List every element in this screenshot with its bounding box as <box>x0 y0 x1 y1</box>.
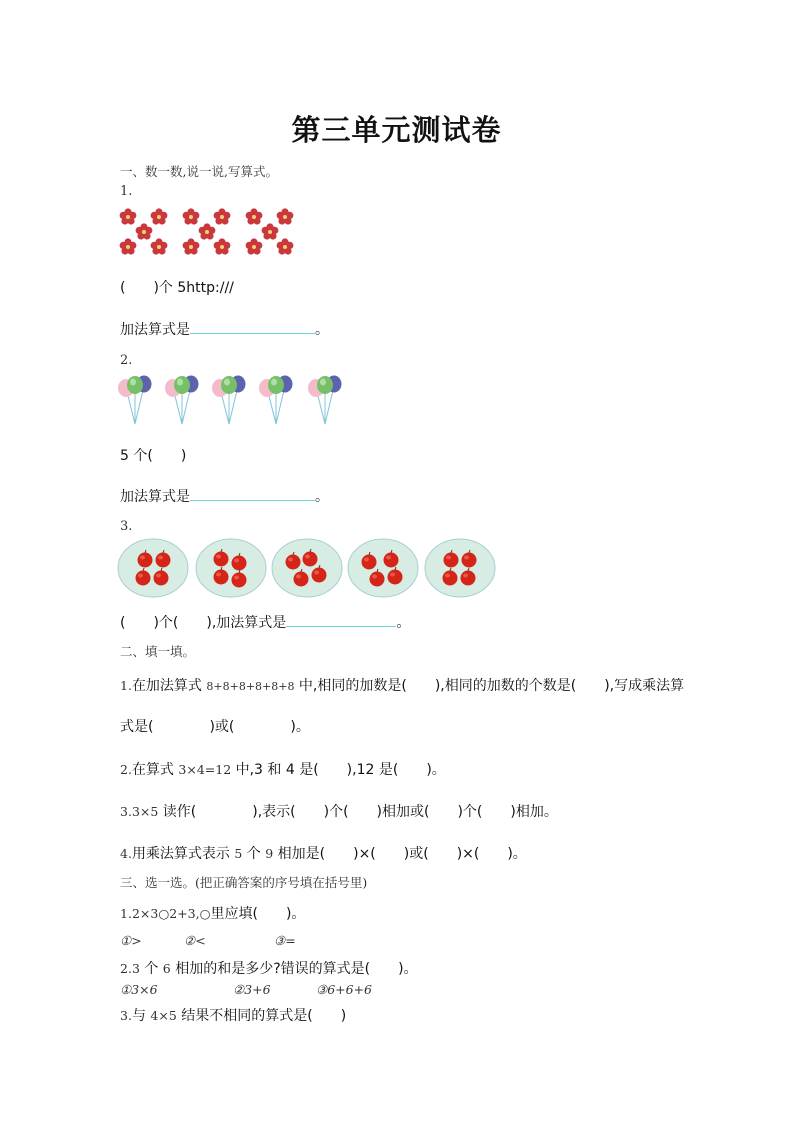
flower-group <box>120 208 168 254</box>
q2-answer-blank[interactable] <box>190 486 315 501</box>
s3-q2-line <box>120 958 418 978</box>
s2-q2-line <box>120 759 446 779</box>
s2-q1-line-b: 式是( )或( )。 <box>120 719 310 735</box>
flower-group <box>183 208 231 254</box>
apple-plate <box>348 539 418 597</box>
expression: 3×5 <box>131 804 159 819</box>
q1-count-line: ( )个 5http:/// <box>120 280 234 296</box>
page-title: 第三单元测试卷 <box>291 113 502 147</box>
q1-equation-label: 加法算式是 <box>120 322 190 338</box>
option-3[interactable]: ③6+6+6 <box>316 982 373 997</box>
apple-plate <box>196 539 266 597</box>
question-number: 2. <box>120 961 132 976</box>
text: 结果不相同的算式是( ) <box>181 1008 347 1024</box>
text: 中,相同的加数是( ),相同的加数的个数是( ),写成乘法算 <box>298 678 685 694</box>
period: 。 <box>396 615 411 631</box>
text: 中,3 和 4 是( ),12 是( )。 <box>235 762 446 778</box>
period: 。 <box>315 322 329 338</box>
s3-q1-options <box>120 933 420 949</box>
apple-plates-image <box>117 537 502 599</box>
apple-plate <box>118 539 188 597</box>
text: 里应填( )。 <box>210 906 306 922</box>
apple-plate <box>272 539 342 597</box>
s3-q1-line <box>120 903 305 923</box>
balloon-bunch <box>308 376 342 425</box>
q2-equation-label: 加法算式是 <box>120 489 190 505</box>
option-2[interactable]: ②3+6 <box>233 982 271 997</box>
question-number: 3. <box>120 804 132 819</box>
apple-plate <box>425 539 495 597</box>
expression: 2×3○2+3,○ <box>131 906 211 921</box>
text: 相加的和是多少?错误的算式是( )。 <box>175 961 418 977</box>
question-number: 3. <box>120 519 133 534</box>
text: 个 <box>144 961 159 977</box>
balloon-bunch <box>212 376 246 425</box>
question-number: 1. <box>120 184 133 199</box>
s2-q4-line <box>120 843 527 863</box>
question-number: 2. <box>120 353 133 368</box>
option-1[interactable]: ①3×6 <box>120 982 158 997</box>
text: 个 <box>246 846 261 862</box>
q1-equation-line <box>120 319 329 339</box>
question-number: 3. <box>120 1008 132 1023</box>
s2-q3-line <box>120 801 558 821</box>
q1-answer-blank[interactable] <box>190 319 315 334</box>
q3-label: ( )个( ),加法算式是 <box>120 615 287 631</box>
flower-groups-image <box>117 206 302 258</box>
option-3[interactable]: ③= <box>274 933 296 948</box>
number: 5 <box>234 846 243 861</box>
text: 在加法算式 <box>131 678 202 694</box>
balloon-bunch <box>165 376 199 425</box>
expression: 8+8+8+8+8+8 <box>206 680 295 693</box>
period: 。 <box>315 489 329 505</box>
s3-q3-line <box>120 1005 346 1025</box>
option-2[interactable]: ②< <box>184 933 206 948</box>
q3-line <box>120 612 410 632</box>
section-1-heading: 一、数一数,说一说,写算式。 <box>120 164 278 179</box>
number: 6 <box>162 961 171 976</box>
question-number: 1. <box>120 906 132 921</box>
balloon-bunch <box>118 376 152 425</box>
text: 相加是( )×( )或( )×( )。 <box>277 846 527 862</box>
balloon-bunch <box>259 376 293 425</box>
question-number: 1. <box>120 678 132 693</box>
q2-equation-line <box>120 486 329 506</box>
expression: 4×5 <box>150 1008 177 1023</box>
text: 与 <box>131 1008 146 1024</box>
flower-group <box>246 208 294 254</box>
q3-answer-blank[interactable] <box>286 612 396 627</box>
section-3-heading: 三、选一选。(把正确答案的序号填在括号里) <box>120 875 368 890</box>
s3-q2-options <box>120 982 420 998</box>
s2-q1-line-a <box>120 675 684 695</box>
question-number: 2. <box>120 762 132 777</box>
q2-count-line: 5 个( ) <box>120 448 187 464</box>
option-1[interactable]: ①> <box>120 933 142 948</box>
number: 9 <box>265 846 274 861</box>
question-number: 4. <box>120 846 132 861</box>
expression: 3×4=12 <box>178 762 232 777</box>
text: 用乘法算式表示 <box>131 846 230 862</box>
section-2-heading: 二、填一填。 <box>120 644 196 659</box>
text: 读作( ),表示( )个( )相加或( )个( )相加。 <box>162 804 558 820</box>
text: 在算式 <box>131 762 174 778</box>
number: 3 <box>131 961 140 976</box>
balloon-bunches-image <box>117 372 357 428</box>
